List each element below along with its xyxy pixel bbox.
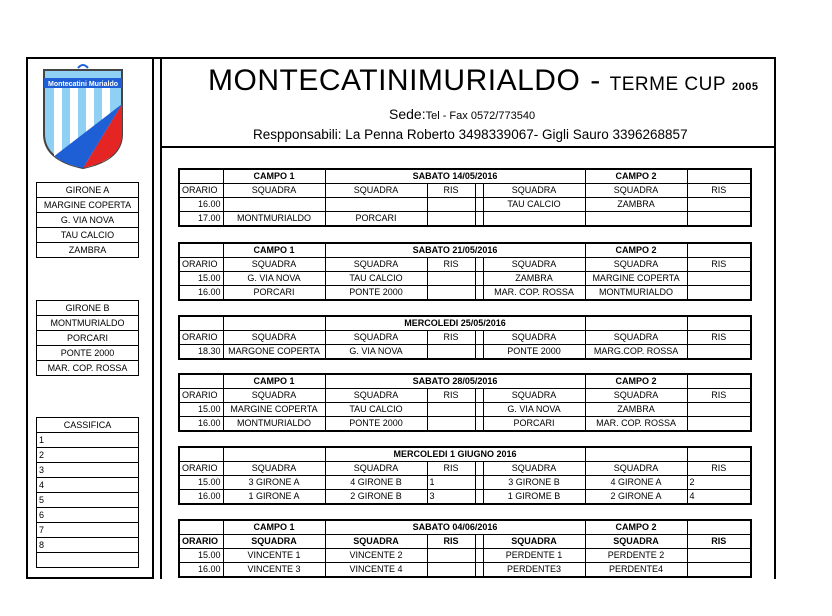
col-ris: RIS bbox=[427, 331, 475, 345]
match-time: 17.00 bbox=[179, 212, 223, 227]
campo1-label: CAMPO 1 bbox=[223, 520, 325, 535]
result bbox=[687, 563, 751, 578]
result bbox=[427, 286, 475, 301]
team-home: 3 GIRONE B bbox=[483, 476, 585, 490]
team-away: PORCARI bbox=[325, 212, 427, 227]
campo2-label: CAMPO 2 bbox=[585, 243, 687, 258]
team-away: MAR. COP. ROSSA bbox=[585, 417, 687, 432]
result bbox=[687, 403, 751, 417]
col-squadra: SQUADRA bbox=[223, 184, 325, 198]
spacer bbox=[475, 184, 483, 198]
table-row bbox=[179, 286, 751, 301]
classifica-row: 2 bbox=[37, 447, 138, 462]
girone-a-team: G. VIA NOVA bbox=[37, 212, 138, 227]
match-time: 18.30 bbox=[179, 345, 223, 360]
table-row bbox=[179, 417, 751, 432]
team-home: TAU CALCIO bbox=[483, 198, 585, 212]
team-home bbox=[223, 198, 325, 212]
title-year: 2005 bbox=[732, 81, 759, 93]
header-empty bbox=[179, 520, 223, 535]
team-home: G. VIA NOVA bbox=[223, 272, 325, 286]
team-away: ZAMBRA bbox=[585, 198, 687, 212]
classifica-row: 7 bbox=[37, 522, 138, 537]
team-away: MARGINE COPERTA bbox=[585, 272, 687, 286]
result bbox=[687, 417, 751, 432]
campo2-label: CAMPO 2 bbox=[585, 520, 687, 535]
campo2-label bbox=[585, 316, 687, 331]
table-row bbox=[179, 272, 751, 286]
club-logo bbox=[40, 64, 126, 170]
header-empty bbox=[687, 520, 751, 535]
col-squadra: SQUADRA bbox=[325, 184, 427, 198]
col-squadra: SQUADRA bbox=[585, 258, 687, 272]
campo1-label: CAMPO 1 bbox=[223, 243, 325, 258]
col-squadra: SQUADRA bbox=[483, 389, 585, 403]
match-time: 16.00 bbox=[179, 490, 223, 505]
col-squadra: SQUADRA bbox=[325, 331, 427, 345]
team-away: 2 GIRONE B bbox=[325, 490, 427, 505]
header-empty bbox=[179, 243, 223, 258]
spacer bbox=[475, 549, 483, 563]
frame-col1 bbox=[152, 57, 154, 579]
spacer bbox=[475, 490, 483, 505]
classifica-row: 8 bbox=[37, 537, 138, 552]
team-home: MONTMURIALDO bbox=[223, 212, 325, 227]
day-date: MERCOLEDI 25/05/2016 bbox=[325, 316, 585, 331]
result: 3 bbox=[427, 490, 475, 505]
page-title bbox=[208, 64, 759, 98]
team-home: MAR. COP. ROSSA bbox=[483, 286, 585, 301]
result bbox=[427, 345, 475, 360]
result bbox=[687, 345, 751, 360]
day-date: SABATO 21/05/2016 bbox=[325, 243, 585, 258]
table-row bbox=[179, 476, 751, 490]
logo-text: Montecatini Murialdo bbox=[48, 81, 118, 88]
sede-label: Sede: bbox=[389, 106, 426, 122]
title-cup: TERME CUP bbox=[609, 74, 727, 95]
spacer bbox=[475, 417, 483, 432]
col-squadra: SQUADRA bbox=[223, 389, 325, 403]
spacer bbox=[475, 198, 483, 212]
spacer bbox=[475, 389, 483, 403]
campo2-label bbox=[585, 447, 687, 462]
day-date: SABATO 04/06/2016 bbox=[325, 520, 585, 535]
girone-a-box bbox=[36, 182, 139, 258]
team-away bbox=[585, 212, 687, 227]
col-ris: RIS bbox=[427, 462, 475, 476]
col-squadra: SQUADRA bbox=[585, 184, 687, 198]
classifica-row bbox=[37, 552, 138, 567]
result: 4 bbox=[687, 490, 751, 505]
schedule-table bbox=[178, 242, 752, 301]
title-main: MONTECATINIMURIALDO bbox=[208, 64, 581, 97]
table-row bbox=[179, 490, 751, 505]
col-orario: ORARIO bbox=[179, 258, 223, 272]
team-away: TAU CALCIO bbox=[325, 403, 427, 417]
title-dash: - bbox=[590, 64, 601, 97]
result: 1 bbox=[427, 476, 475, 490]
team-away: VINCENTE 2 bbox=[325, 549, 427, 563]
frame-header-bottom bbox=[160, 146, 776, 148]
col-squadra: SQUADRA bbox=[483, 331, 585, 345]
girone-a-team: MARGINE COPERTA bbox=[37, 197, 138, 212]
col-orario: ORARIO bbox=[179, 184, 223, 198]
header-empty bbox=[179, 374, 223, 389]
match-time: 16.00 bbox=[179, 286, 223, 301]
result bbox=[687, 198, 751, 212]
match-time: 16.00 bbox=[179, 417, 223, 432]
girone-a-title: GIRONE A bbox=[65, 185, 110, 195]
col-squadra: SQUADRA bbox=[483, 535, 585, 549]
header-empty bbox=[179, 316, 223, 331]
classifica-row: 6 bbox=[37, 507, 138, 522]
col-ris: RIS bbox=[427, 184, 475, 198]
col-ris: RIS bbox=[687, 331, 751, 345]
col-squadra: SQUADRA bbox=[223, 331, 325, 345]
girone-b-box bbox=[36, 300, 139, 376]
col-orario: ORARIO bbox=[179, 535, 223, 549]
header-empty bbox=[687, 447, 751, 462]
col-squadra: SQUADRA bbox=[585, 535, 687, 549]
campo2-label: CAMPO 2 bbox=[585, 169, 687, 184]
team-home: MARGINE COPERTA bbox=[223, 403, 325, 417]
col-ris: RIS bbox=[687, 389, 751, 403]
col-ris: RIS bbox=[427, 535, 475, 549]
result bbox=[427, 272, 475, 286]
col-squadra: SQUADRA bbox=[223, 258, 325, 272]
header-empty bbox=[687, 243, 751, 258]
col-squadra: SQUADRA bbox=[585, 331, 687, 345]
col-orario: ORARIO bbox=[179, 331, 223, 345]
girone-b-team: PORCARI bbox=[37, 330, 138, 345]
team-home: ZAMBRA bbox=[483, 272, 585, 286]
girone-a-team: TAU CALCIO bbox=[37, 227, 138, 242]
col-ris: RIS bbox=[427, 258, 475, 272]
schedule-table bbox=[178, 519, 752, 578]
frame-bottom bbox=[26, 577, 154, 579]
spacer bbox=[475, 272, 483, 286]
frame-right bbox=[774, 57, 776, 579]
day-date: MERCOLEDI 1 GIUGNO 2016 bbox=[325, 447, 585, 462]
spacer bbox=[475, 212, 483, 227]
campo1-label: CAMPO 1 bbox=[223, 169, 325, 184]
table-row bbox=[179, 198, 751, 212]
match-time: 15.00 bbox=[179, 476, 223, 490]
frame-col2 bbox=[160, 57, 162, 579]
col-squadra: SQUADRA bbox=[325, 389, 427, 403]
table-row bbox=[179, 345, 751, 360]
col-squadra: SQUADRA bbox=[585, 462, 687, 476]
classifica-row: 1 bbox=[37, 432, 138, 447]
team-away: 2 GIRONE A bbox=[585, 490, 687, 505]
col-squadra: SQUADRA bbox=[223, 462, 325, 476]
table-row bbox=[179, 212, 751, 227]
team-home bbox=[483, 212, 585, 227]
team-home: MONTMURIALDO bbox=[223, 417, 325, 432]
classifica-row: 5 bbox=[37, 492, 138, 507]
girone-b-title: GIRONE B bbox=[65, 303, 110, 313]
classifica-row: 3 bbox=[37, 462, 138, 477]
header-empty bbox=[179, 169, 223, 184]
header-empty bbox=[687, 374, 751, 389]
classifica-box bbox=[36, 417, 139, 568]
team-home: PONTE 2000 bbox=[483, 345, 585, 360]
spacer bbox=[475, 563, 483, 578]
col-squadra: SQUADRA bbox=[223, 535, 325, 549]
team-away: ZAMBRA bbox=[585, 403, 687, 417]
team-away: MARG.COP. ROSSA bbox=[585, 345, 687, 360]
result bbox=[687, 212, 751, 227]
team-home: PORCARI bbox=[223, 286, 325, 301]
spacer bbox=[475, 476, 483, 490]
col-squadra: SQUADRA bbox=[585, 389, 687, 403]
schedule-table bbox=[178, 373, 752, 432]
col-squadra: SQUADRA bbox=[325, 535, 427, 549]
col-ris: RIS bbox=[687, 462, 751, 476]
spacer bbox=[475, 331, 483, 345]
table-row bbox=[179, 403, 751, 417]
girone-b-team: MAR. COP. ROSSA bbox=[37, 360, 138, 375]
team-away: MONTMURIALDO bbox=[585, 286, 687, 301]
campo1-label bbox=[223, 447, 325, 462]
frame-top bbox=[26, 57, 776, 59]
team-home: VINCENTE 3 bbox=[223, 563, 325, 578]
result: 2 bbox=[687, 476, 751, 490]
day-date: SABATO 14/05/2016 bbox=[325, 169, 585, 184]
sede-phone: Tel - Fax 0572/773540 bbox=[425, 110, 536, 122]
col-orario: ORARIO bbox=[179, 462, 223, 476]
col-squadra: SQUADRA bbox=[483, 258, 585, 272]
result bbox=[687, 286, 751, 301]
col-orario: ORARIO bbox=[179, 389, 223, 403]
col-ris: RIS bbox=[427, 389, 475, 403]
classifica-title: CASSIFICA bbox=[63, 420, 112, 430]
responsabili-line: Respponsabili: La Penna Roberto 3498339067- Gigli Sauro 3396268857 bbox=[253, 127, 688, 142]
schedule-table bbox=[178, 315, 752, 360]
spacer bbox=[475, 403, 483, 417]
match-time: 15.00 bbox=[179, 549, 223, 563]
team-home: PERDENTE3 bbox=[483, 563, 585, 578]
col-squadra: SQUADRA bbox=[325, 462, 427, 476]
result bbox=[427, 549, 475, 563]
team-home: MARGONE COPERTA bbox=[223, 345, 325, 360]
spacer bbox=[475, 535, 483, 549]
result bbox=[687, 272, 751, 286]
team-away: VINCENTE 4 bbox=[325, 563, 427, 578]
table-row bbox=[179, 563, 751, 578]
team-away: G. VIA NOVA bbox=[325, 345, 427, 360]
result bbox=[427, 563, 475, 578]
col-ris: RIS bbox=[687, 535, 751, 549]
team-away: 4 GIRONE B bbox=[325, 476, 427, 490]
team-away: PERDENTE4 bbox=[585, 563, 687, 578]
campo1-label: CAMPO 1 bbox=[223, 374, 325, 389]
campo1-label bbox=[223, 316, 325, 331]
result bbox=[427, 212, 475, 227]
girone-b-team: PONTE 2000 bbox=[37, 345, 138, 360]
spacer bbox=[475, 258, 483, 272]
team-home: G. VIA NOVA bbox=[483, 403, 585, 417]
classifica-row: 4 bbox=[37, 477, 138, 492]
spacer bbox=[475, 286, 483, 301]
result bbox=[427, 198, 475, 212]
col-squadra: SQUADRA bbox=[483, 462, 585, 476]
frame-left bbox=[26, 57, 28, 579]
day-date: SABATO 28/05/2016 bbox=[325, 374, 585, 389]
team-away: PERDENTE 2 bbox=[585, 549, 687, 563]
result bbox=[687, 549, 751, 563]
team-home: 1 GIROME B bbox=[483, 490, 585, 505]
schedule-table bbox=[178, 168, 752, 227]
spacer bbox=[475, 345, 483, 360]
team-home: VINCENTE 1 bbox=[223, 549, 325, 563]
col-ris: RIS bbox=[687, 184, 751, 198]
match-time: 16.00 bbox=[179, 198, 223, 212]
header-empty bbox=[687, 316, 751, 331]
team-home: 1 GIRONE A bbox=[223, 490, 325, 505]
header-empty bbox=[179, 447, 223, 462]
col-ris: RIS bbox=[687, 258, 751, 272]
girone-b-team: MONTMURIALDO bbox=[37, 315, 138, 330]
team-away: TAU CALCIO bbox=[325, 272, 427, 286]
team-away bbox=[325, 198, 427, 212]
table-row bbox=[179, 549, 751, 563]
match-time: 15.00 bbox=[179, 403, 223, 417]
team-home: PORCARI bbox=[483, 417, 585, 432]
campo2-label: CAMPO 2 bbox=[585, 374, 687, 389]
header-empty bbox=[687, 169, 751, 184]
match-time: 15.00 bbox=[179, 272, 223, 286]
team-home: 3 GIRONE A bbox=[223, 476, 325, 490]
col-squadra: SQUADRA bbox=[325, 258, 427, 272]
girone-a-team: ZAMBRA bbox=[37, 242, 138, 257]
spacer bbox=[475, 462, 483, 476]
team-away: 4 GIRONE A bbox=[585, 476, 687, 490]
schedule-table bbox=[178, 446, 752, 505]
team-away: PONTE 2000 bbox=[325, 417, 427, 432]
result bbox=[427, 417, 475, 432]
team-home: PERDENTE 1 bbox=[483, 549, 585, 563]
col-squadra: SQUADRA bbox=[483, 184, 585, 198]
team-away: PONTE 2000 bbox=[325, 286, 427, 301]
result bbox=[427, 403, 475, 417]
match-time: 16.00 bbox=[179, 563, 223, 578]
